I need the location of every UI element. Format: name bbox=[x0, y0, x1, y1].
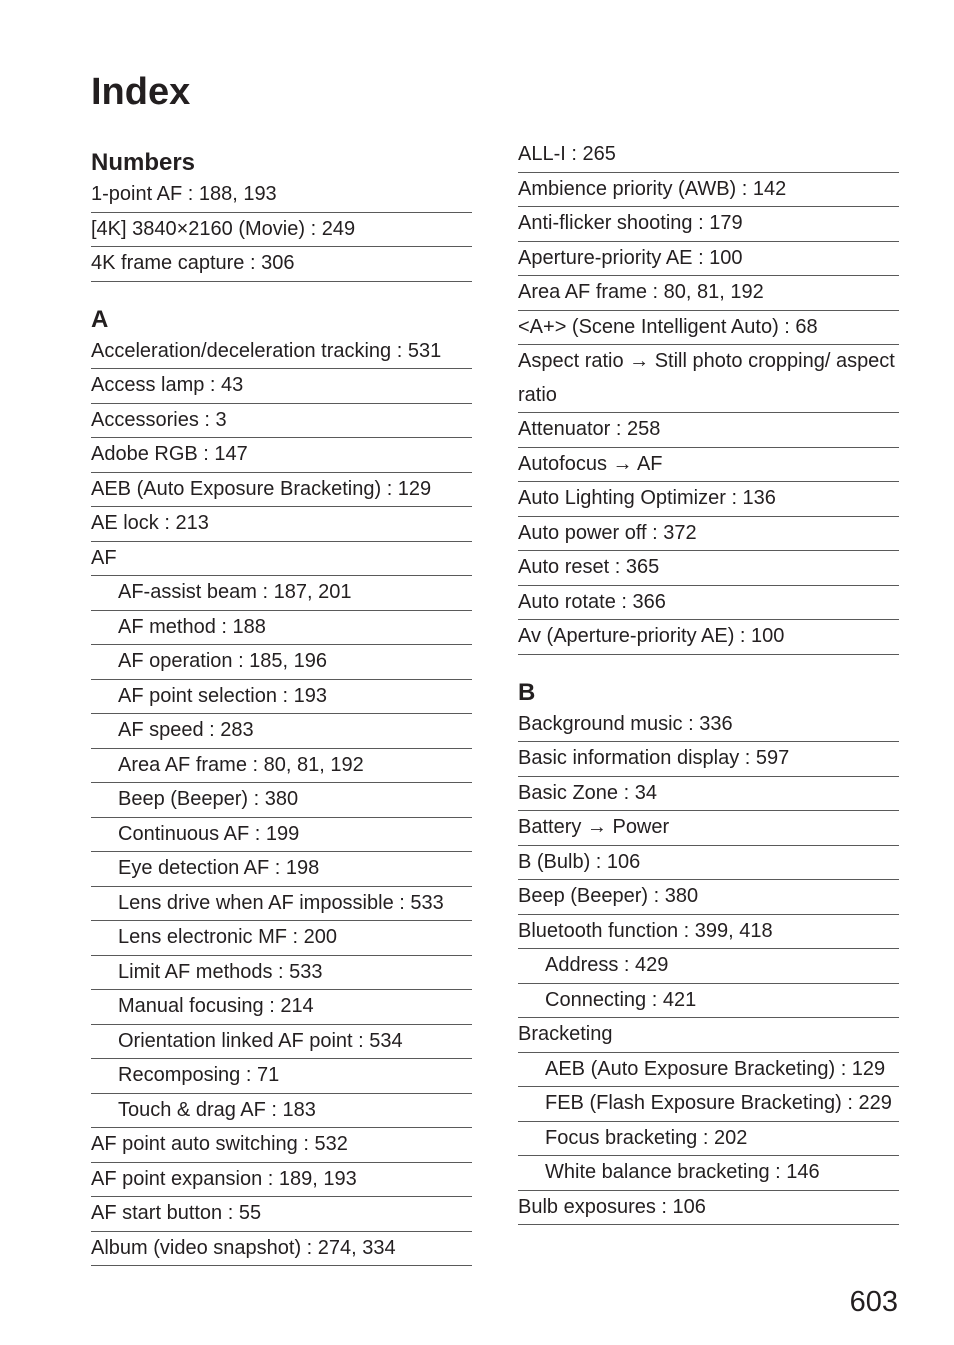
index-subentry: AF point selection : 193 bbox=[91, 680, 472, 715]
index-entry: Auto rotate : 366 bbox=[518, 586, 899, 621]
index-entry: AF start button : 55 bbox=[91, 1197, 472, 1232]
index-entry: Album (video snapshot) : 274, 334 bbox=[91, 1232, 472, 1267]
index-entry: Auto Lighting Optimizer : 136 bbox=[518, 482, 899, 517]
index-entry: Basic Zone : 34 bbox=[518, 777, 899, 812]
section-heading: Numbers bbox=[91, 149, 196, 176]
index-entry: Acceleration/deceleration tracking : 531 bbox=[91, 335, 472, 370]
index-subentry: Beep (Beeper) : 380 bbox=[91, 783, 472, 818]
index-subentry: Area AF frame : 80, 81, 192 bbox=[91, 749, 472, 784]
index-entry: Autofocus → AF bbox=[518, 448, 899, 483]
index-entry: AEB (Auto Exposure Bracketing) : 129 bbox=[91, 473, 472, 508]
index-column-left bbox=[91, 142, 472, 1266]
index-entry: Basic information display : 597 bbox=[518, 742, 899, 777]
section-spacer bbox=[518, 655, 899, 672]
index-entry: Aperture-priority AE : 100 bbox=[518, 242, 899, 277]
page-title: Index bbox=[91, 71, 191, 113]
index-subentry: Limit AF methods : 533 bbox=[91, 956, 472, 991]
section-spacer bbox=[91, 282, 472, 299]
index-entry: Anti-flicker shooting : 179 bbox=[518, 207, 899, 242]
index-entry: Bluetooth function : 399, 418 bbox=[518, 915, 899, 950]
index-entry: <A+> (Scene Intelligent Auto) : 68 bbox=[518, 311, 899, 346]
index-entry: Access lamp : 43 bbox=[91, 369, 472, 404]
index-entry: 4K frame capture : 306 bbox=[91, 247, 472, 282]
index-subentry: AF method : 188 bbox=[91, 611, 472, 646]
index-subentry: Address : 429 bbox=[518, 949, 899, 984]
index-entry: AE lock : 213 bbox=[91, 507, 472, 542]
index-subentry: Recomposing : 71 bbox=[91, 1059, 472, 1094]
index-entry: Aspect ratio → Still photo cropping/ aspect ratio bbox=[518, 345, 899, 413]
index-entry: AF bbox=[91, 542, 472, 577]
index-subentry: Continuous AF : 199 bbox=[91, 818, 472, 853]
index-subentry: AF operation : 185, 196 bbox=[91, 645, 472, 680]
index-entry: AF point expansion : 189, 193 bbox=[91, 1163, 472, 1198]
index-entry: Auto power off : 372 bbox=[518, 517, 899, 552]
index-subentry: Manual focusing : 214 bbox=[91, 990, 472, 1025]
section-heading: A bbox=[91, 305, 109, 333]
index-entry: Av (Aperture-priority AE) : 100 bbox=[518, 620, 899, 655]
index-entry: Beep (Beeper) : 380 bbox=[518, 880, 899, 915]
page-number: 603 bbox=[849, 1286, 898, 1318]
index-entry: Accessories : 3 bbox=[91, 404, 472, 439]
index-subentry: White balance bracketing : 146 bbox=[518, 1156, 899, 1191]
index-subentry: FEB (Flash Exposure Bracketing) : 229 bbox=[518, 1087, 899, 1122]
index-subentry: Eye detection AF : 198 bbox=[91, 852, 472, 887]
index-subentry: Connecting : 421 bbox=[518, 984, 899, 1019]
index-entry: B (Bulb) : 106 bbox=[518, 846, 899, 881]
index-subentry: AF speed : 283 bbox=[91, 714, 472, 749]
index-subentry: Touch & drag AF : 183 bbox=[91, 1094, 472, 1129]
section-heading: B bbox=[518, 678, 536, 706]
index-subentry: Lens drive when AF impossible : 533 bbox=[91, 887, 472, 922]
index-entry: Bracketing bbox=[518, 1018, 899, 1053]
index-subentry: Orientation linked AF point : 534 bbox=[91, 1025, 472, 1060]
index-subentry: AF-assist beam : 187, 201 bbox=[91, 576, 472, 611]
index-entry: 1-point AF : 188, 193 bbox=[91, 178, 472, 213]
index-entry: Background music : 336 bbox=[518, 708, 899, 743]
index-entry: ALL-I : 265 bbox=[518, 138, 899, 173]
index-entry: Bulb exposures : 106 bbox=[518, 1191, 899, 1226]
index-subentry: Lens electronic MF : 200 bbox=[91, 921, 472, 956]
index-entry: AF point auto switching : 532 bbox=[91, 1128, 472, 1163]
index-entry: Attenuator : 258 bbox=[518, 413, 899, 448]
index-column-right bbox=[518, 138, 899, 1225]
index-entry: Battery → Power bbox=[518, 811, 899, 846]
index-subentry: Focus bracketing : 202 bbox=[518, 1122, 899, 1157]
index-entry: Adobe RGB : 147 bbox=[91, 438, 472, 473]
index-subentry: AEB (Auto Exposure Bracketing) : 129 bbox=[518, 1053, 899, 1088]
index-entry: Ambience priority (AWB) : 142 bbox=[518, 173, 899, 208]
index-entry: [4K] 3840×2160 (Movie) : 249 bbox=[91, 213, 472, 248]
index-entry: Area AF frame : 80, 81, 192 bbox=[518, 276, 899, 311]
index-entry: Auto reset : 365 bbox=[518, 551, 899, 586]
